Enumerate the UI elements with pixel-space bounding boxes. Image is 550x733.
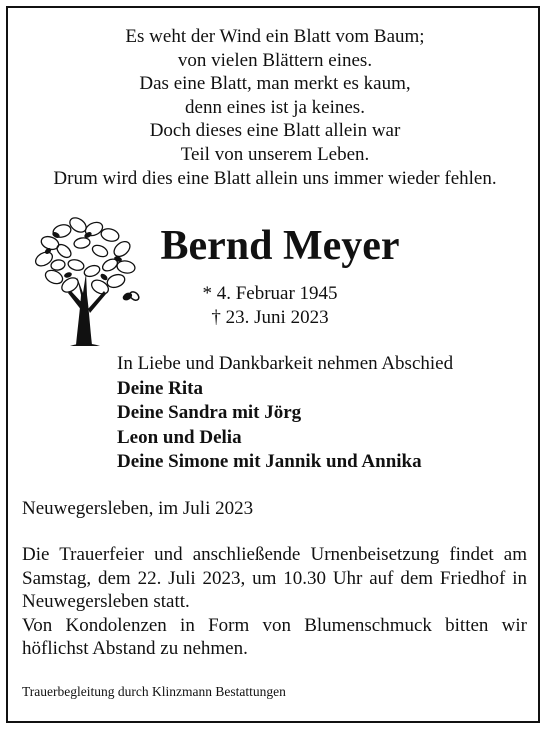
poem-line: Teil von unserem Leben. bbox=[180, 143, 370, 165]
mourners-block bbox=[117, 352, 453, 475]
poem-line: von vielen Blättern eines. bbox=[177, 49, 373, 71]
poem-line: Es weht der Wind ein Blatt vom Baum; bbox=[125, 26, 425, 47]
death-date: † 23. Juni 2023 bbox=[211, 307, 329, 328]
birth-date: * 4. Februar 1945 bbox=[202, 283, 338, 304]
mourners-intro: In Liebe und Dankbarkeit nehmen Abschied bbox=[117, 353, 454, 374]
poem-line: denn eines ist ja keines. bbox=[185, 96, 365, 118]
undertaker-credit: Trauerbegleitung durch Klinzmann Bestattungen bbox=[22, 684, 286, 699]
notice-paragraph: Die Trauerfeier und anschließende Urnenbeisetzung findet am Samstag, dem 22. Juli 2023, um 10.30 Uhr auf dem Friedhof in Neuwegersleben statt. bbox=[22, 544, 527, 612]
poem bbox=[0, 25, 550, 190]
mourner-name: Deine Sandra mit Jörg bbox=[117, 402, 302, 423]
funeral-notice bbox=[22, 543, 527, 661]
poem-line: Drum wird dies eine Blatt allein uns immer wieder fehlen. bbox=[53, 167, 497, 189]
tree-with-leaves-icon bbox=[30, 215, 150, 355]
poem-line: Das eine Blatt, man merkt es kaum, bbox=[139, 73, 411, 95]
notice-paragraph: Von Kondolenzen in Form von Blumenschmuck bitten wir höflichst Abstand zu nehmen. bbox=[22, 614, 527, 659]
poem-line: Doch dieses eine Blatt allein war bbox=[149, 120, 401, 142]
mourner-name: Deine Rita bbox=[117, 377, 204, 399]
mourner-name: Deine Simone mit Jannik und Annika bbox=[117, 451, 422, 472]
life-dates bbox=[150, 282, 390, 330]
mourner-name: Leon und Delia bbox=[117, 426, 242, 448]
deceased-name: Bernd Meyer bbox=[160, 223, 400, 269]
place-and-date: Neuwegersleben, im Juli 2023 bbox=[22, 498, 254, 519]
